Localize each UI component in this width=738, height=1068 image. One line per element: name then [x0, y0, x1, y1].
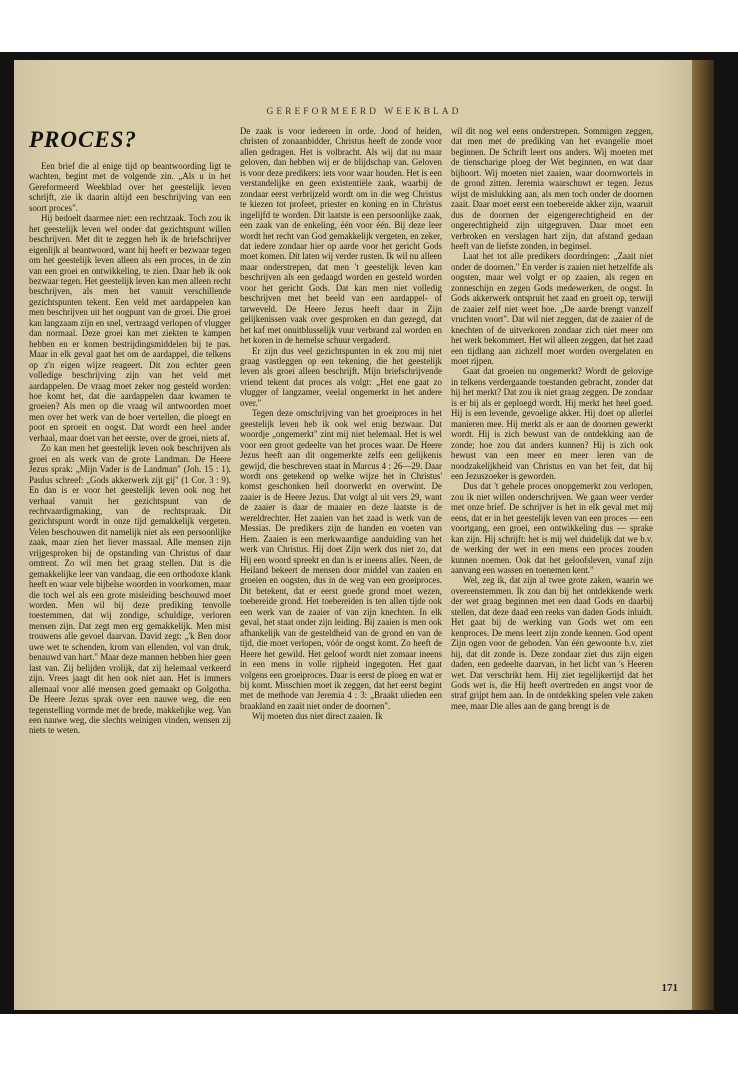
paragraph: wil dit nog wel eens onderstrepen. Sommigen zeggen, dat men met de prediking van het evangelie moet beginnen. De Schrift leert ons anders. Wij moeten met de tienscharige ploeg der Wet beginnen, en wat daar bijhoort. Wij moeten niet zaaien, waar doornwortels in de grond zitten. Jeremia waarschuwt er tegen. Jezus wijst de mislukking aan, als men toch onder de doornen zaait. Daar moet eerst een toebereide akker zijn, waaruit dus de doornen der eigengerechtigheid en der ongerechtigheid zijn uitgegraven. Daar moet een verbroken en verslagen hart zijn, dat afstand gedaan heeft van de liefste zonden, in beginsel. — [451, 126, 653, 251]
running-head: GEREFORMEERD WEEKBLAD — [266, 107, 462, 117]
article-title: PROCES? — [29, 127, 137, 152]
paragraph: Hij bedoelt daarmee niet: een rechtzaak. Toch zou ik het geestelijk leven wel onder dat gezichtspunt willen beschrijven. Met dit te zeggen heb ik de briefschrijver eigenlijk al beantwoord, want hij heeft er bezwaar tegen om het geestelijk leven alleen als een proces, in de zin van een groei en ontwikkeling, te zien. Daar heb ik ook bezwaar tegen. Het geestelijk leven kan men alleen recht beschrijven, als men het vanuit verschillende gezichtspunten tekent. Een veld met aardappelen kan men beschrijven uit het oogpunt van de groei. Die groei kan langzaam zijn en snel, vertraagd verlopen of vlugger dan normaal. Deze groei kan met ziekten te kampen hebben en er komen bestrijdingsmiddelen bij te pas. Maar in elk geval gaat het om de aardappel, die telkens op z'n eigen wijze reageert. Dit zou echter geen volledige beschrijving zijn van het veld met aardappelen. De vraag moet zeker nog gesteld worden: hoe komt het, dat die aardappelen daar kwamen te groeien? Als men op die vraag wil antwoorden moet men over het werk van de boer vertellen, die ploegt en poot en sproeit en oogst. Dat wordt een heel ander verhaal, maar doet van het eerste, over de groei, niets af. — [29, 213, 231, 443]
paragraph: Wel, zeg ik, dat zijn al twee grote zaken, waarin we overeenstemmen. Ik zou dan bij het ontdekkende werk der wet graag beginnen met een daad Gods en daarbij stellen, dat deze daad een reeks van daden Gods inluidt. Het gaat bij de werking van Gods wet om een kenproces. De mens leert zijn zonde kennen. God opent Zijn ogen voor de geboden. Van één gewoonte b.v. ziet hij, dat dit zonde is. Deze zondaar ziet dus zijn eigen daden, een gedeelte daarvan, in het licht van 's Heeren wet. Dat verschrikt hem. Hij ziet tegelijkertijd dat het Gods wet is, die Hij heeft overtreden en angst voor de straf grijpt hem aan. In de ontdekking spelen vele zaken mee, maar Die alles aan de gang brengt is de — [451, 575, 653, 711]
paragraph: Er zijn dus veel gezichtspunten in ek zou mij niet graag vastleggen op een tekening, die het geestelijk leven als groei alleen beschrijft. Mijn briefschrijvende vriend tekent dat proces als volgt: „Het ene gaat zo vlugger of langzamer, veelal ongemerkt in het andere over." — [240, 345, 442, 408]
paragraph: Dus dat 't gehele proces onopgemerkt zou verlopen, zou ik niet willen onderschrijven. We gaan weer verder met onze brief. De schrijver is het in elk geval met mij eens, dat er in het geestelijk leven van een proces — een voortgang, een groei, een ontwikkeling dus — sprake kan zijn. Hij schrijft: het is mij wel duidelijk dat we b.v. de werking der wet in een mens een proces zouden kunnen noemen. Ook dat het geloofsleven, vanaf zijn aanvang een wassen en toenemen kent." — [451, 481, 653, 576]
paragraph: Wij moeten dus niet direct zaaien. Ik — [252, 711, 383, 722]
magazine-page — [14, 60, 714, 1010]
page-number: 171 — [661, 982, 678, 994]
paragraph: Zo kan men het geestelijk leven ook beschrijven als groei en als werk van de grote Landman. De Heere Jezus sprak: „Mijn Vader is de Landman" (Joh. 15 : 1). Paulus schreef: „Gods akkerwerk zijt gij" (1 Cor. 3 : 9). En dan is er voor het geestelijk leven ook nog het verhaal vanuit het gezichtspunt van de rechtvaardigmaking, van de rechtspraak. Dit gezichtspunt wordt in onze tijd gemakkelijk vergeten. Velen beschouwen dit namelijk niet als een persoonlijke zaak, maar zien het liever massaal. Alle mensen zijn vrijgesproken bij de opstanding van Christus of daar omtrent. Zo wil men het graag stellen. Dat is die gemakkelijke leer van vandaag, die een orthodoxe klank heeft en waar vele bijbelse woorden in voorkomen, maar die toch wel als een grote misleiding beschouwd moet worden. Men wil bij deze prediking tenvolle toestemmen, dat wij zondige, schuldige, verloren mensen zijn. Dat zegt men erg gemakkelijk. Men mist trouwens alle gevoel daarvan. David zegt: „'k Ben door uwe wet te schenden, krom van ellenden, vol van druk, benauwd van hart." Maar deze mannen hebben hier geen last van. Zij belijden vrolijk, dat zij helemaal verkeerd zijn. Vrees jaagt dit hen ook niet aan. Het is immers allemaal voor allé mensen goed gemaakt op Golgotha. De Heere Jezus sprak over een nauwe weg, die een tegenstelling vormde met de brede, makkelijke weg. Van een nauwe weg, die slechts weinigen vinden, wensen zij niets te weten. — [29, 443, 231, 736]
paragraph: Gaat dat groeien nu ongemerkt? Wordt de gelovige in telkens verdergaande toestanden gebracht, zonder dat hij het merkt? Dat zou ik niet graag zeggen. De zondaar is er bij als er geploegd wordt. Hij merkt het heel goed. Hij is een levende, gevoelige akker. Hij doet op allerlei manieren mee. Hij merkt als er aan de doornen gewerkt wordt. Hij is zich bewust van de ontdekking aan de zonde; hoe zou dat anders kunnen? Hij is zich ook bewust van een meer en meer leren van de noodzakelijkheid van Christus en van het feit, dat hij een Jezuszoeker is geworden. — [451, 366, 653, 481]
paragraph: Een brief die al enige tijd op beantwoording ligt te wachten, begint met de volgende zin. „Als u in het Gereformeerd Weekblad over het geestelijk leven schrijft, zie ik daarin altijd een beschrijving van een soort proces". — [29, 161, 231, 213]
paragraph: De zaak is voor iedereen in orde. Jood of heiden, christen of zonaanbidder, Christus heeft de zonde voor allen gedragen. Het is volbracht. Als wij dat nu maar geloven, dan hebben wij er de blijdschap van. Geloven is voor deze predikers: iets voor waar houden. Het is een verstandelijke en geen existentiële zaak, waarbij de zondaar eerst verbrijzeld wordt om in die weg Christus te kiezen tot profeet, priester en koning en in Christus ingelijfd te worden. Dit laatste is een persoonlijke zaak, een zaak van de enkeling, één voor één. Bij deze leer wordt het recht van God gemakkelijk vergeten, en zeker, dat iedere zondaar hier op aarde voor het gericht Gods moet komen. Dit laten wij verder rusten. Ik wil nu alleen maar onderstrepen, dat men 't geestelijk leven kan beschrijven als een gedaagd worden en gesteld worden voor het gericht Gods. Dat kan men niet volledig beschrijven met het beeld van een aardappel- of tarweveld. De Heere Jezus heeft daar in Zijn gelijkenissen vaak over gesproken en dan gezegd, dat het kaf met onuitblusselijk vuur verbrand zal worden en het koren in de hemelse schuur vergaderd. — [240, 126, 442, 346]
paragraph: Laat het tot alle predikers doordringen: „Zaait niet onder de doornen." En verder is zaaien niet hetzelfde als oogsten, maar wel volgt er op zaaien, als regen en zonneschijn en zegen Gods medewerken, de oogst. In Gods akkerwerk ontspruit het zaad en groeit op, terwijl de zaaier zelf niet weet hoe. „De aarde brengt vanzelf vruchten voort". Dat wil niet zeggen, dat de zaaier of de knechten of de uitverkoren zondaar zich niet meer om het werk bekommert. Het wil alleen zeggen, dat het zaad een tijdlang aan zichzelf moet worden overgelaten en moet rijpen. — [451, 251, 653, 366]
column-3 — [451, 126, 653, 986]
paragraph: Tegen deze omschrijving van het groeiproces in het geestelijk leven heb ik ook wel enig bezwaar. Dat woordje „ongemerkt" zint mij niet helemaal. Het is wel voor een groot gedeelte van het proces waar. De Heere Jezus heeft aan dit ongemerkte zelfs een gelijkenis gewijd, die beschreven staat in Marcus 4 : 26—29. Daar wordt ons getekend op welke wijze het in Christus' komst geschonken heil doorwerkt en overwint. De zaaier is de Heere Jezus. Dat volgt al uit vers 29, want de zaaier is daar de maaier en deze laatste is de wereldrechter. Het zaaien van het zaad is werk van de Messias. De predikers zijn de handen en voeten van Hem. Zaaien is een merkwaardige aanduiding van het werk van Christus. Hij doet Zijn werk dus niet zo, dat Hij een woord spreekt en dan is er ineens alles. Neen, de Heiland bekeert de mensen door middel van zaaien en groeien en oogsten, dus in de weg van een groeiproces. Dit betekent, dat er eerst goede grond moet wezen, toebereide grond. Het toebereiden is ten allen tijde ook een werk van de zaaier of van zijn knechten. In elk geval, het staat onder zijn leiding. Bij zaaien is men ook afhankelijk van de gesteldheid van de grond en van de tijd, die moet verlopen, vóór de oogst komt. Zo heeft de Heere het gewild. Het geloof wordt niet zomaar ineens in een mens in volle rijpheid ingegoten. Het gaat volgens een groeiproces. Daar is eerst de ploeg en wat er bij komt. Misschien moet ik zeggen, dat het eerst begint met de methode van Jeremia 4 : 3: „Braakt ulieden een braakland en zaait niet onder de doornen". — [240, 408, 442, 711]
column-1 — [29, 126, 231, 986]
column-2 — [240, 126, 442, 986]
binding-edge — [692, 60, 714, 1010]
